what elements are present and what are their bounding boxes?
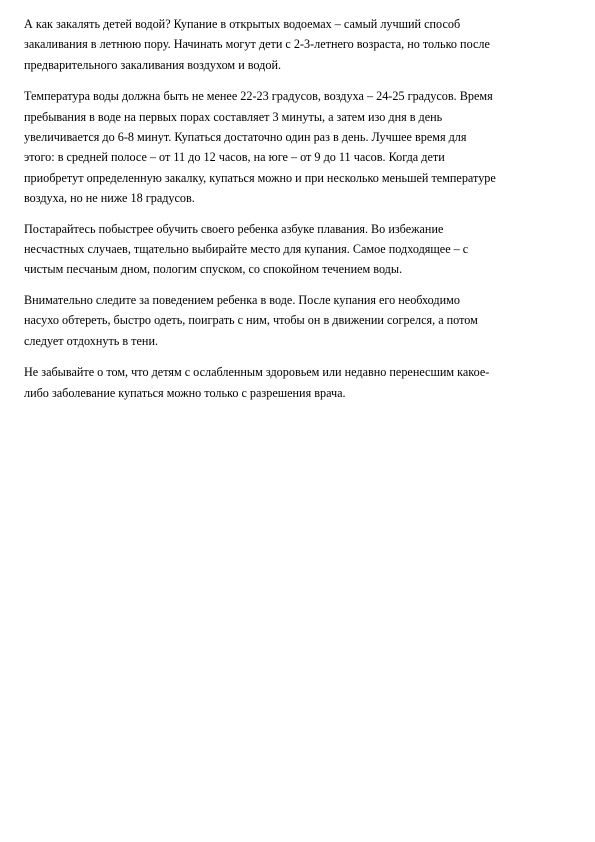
paragraph-water-hardening: [24, 14, 571, 75]
paragraph-swimming-basics: [24, 219, 571, 280]
paragraph-line: пребывания в воде на первых порах составляет 3 минуты, а затем изо дня в день: [24, 109, 443, 124]
paragraph-line: приобретут определенную закалку, купаться можно и при несколько меньшей температуре: [24, 170, 496, 185]
paragraph-health-warning: [24, 362, 571, 403]
paragraph-line: Температура воды должна быть не менее 22-23 градусов, воздуха – 24-25 градусов. Время: [24, 89, 493, 104]
paragraph-line: Внимательно следите за поведением ребенка в воде. После купания его необходимо: [24, 292, 460, 307]
paragraph-line: Постарайтесь побыстрее обучить своего ребенка азбуке плавания. Во избежание: [24, 221, 444, 236]
paragraph-line: предварительного закаливания воздухом и водой.: [24, 57, 282, 72]
paragraph-line: этого: в средней полосе – от 11 до 12 часов, на юге – от 9 до 11 часов. Когда дети: [24, 150, 445, 165]
paragraph-line: насухо обтереть, быстро одеть, поиграть с ним, чтобы он в движении согрелся, а потом: [24, 313, 478, 328]
paragraph-line: А как закалять детей водой? Купание в открытых водоемах – самый лучший способ: [24, 17, 461, 31]
paragraph-line: увеличивается до 6-8 минут. Купаться достаточно один раз в день. Лучшее время для: [24, 130, 467, 145]
document-body: [24, 14, 571, 411]
paragraph-line: либо заболевание купаться можно только с разрешения врача.: [24, 385, 346, 400]
paragraph-line: воздуха, но не ниже 18 градусов.: [24, 191, 195, 206]
paragraph-line: следует отдохнуть в тени.: [24, 333, 159, 348]
paragraph-line: Не забывайте о том, что детям с ослабленным здоровьем или недавно перенесшим какое-: [24, 365, 490, 380]
paragraph-water-temperature: [24, 86, 571, 208]
paragraph-line: закаливания в летнюю пору. Начинать могут дети с 2-3-летнего возраста, но только после: [24, 37, 490, 52]
paragraph-line: несчастных случаев, тщательно выбирайте место для купания. Самое подходящее – с: [24, 242, 469, 257]
paragraph-child-supervision: [24, 290, 571, 351]
paragraph-line: чистым песчаным дном, пологим спуском, со спокойном течением воды.: [24, 262, 403, 277]
